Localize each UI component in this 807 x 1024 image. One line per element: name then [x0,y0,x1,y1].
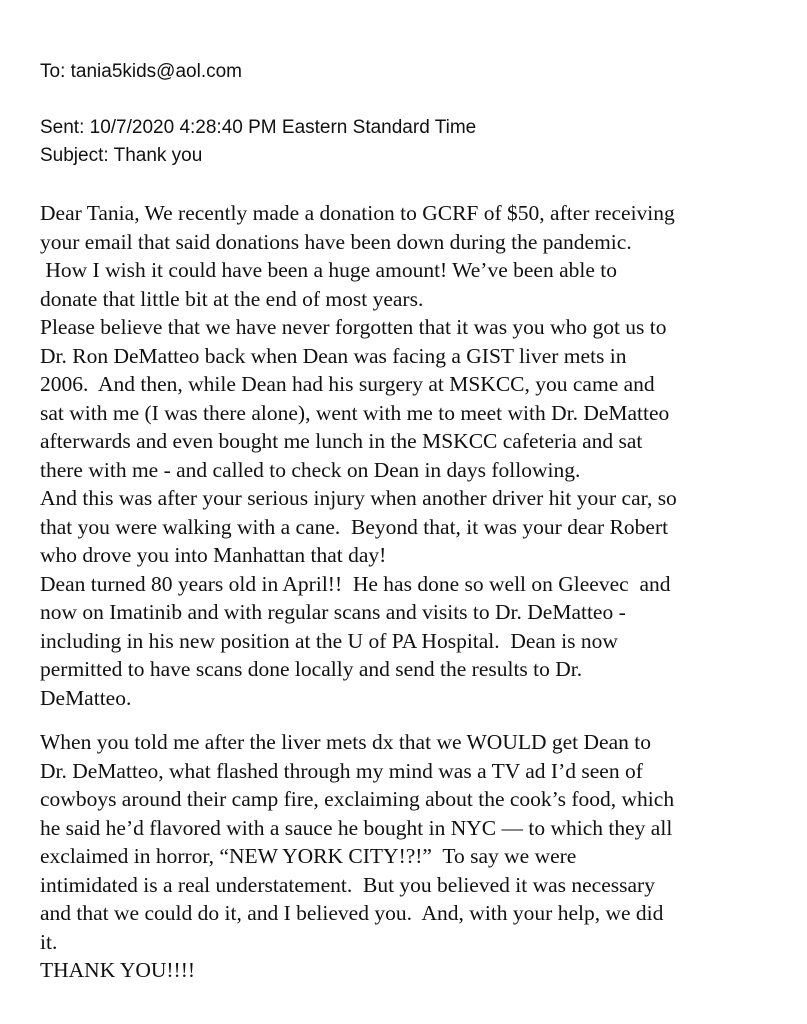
letter-paragraph-1 [40,199,800,712]
text-line: And this was after your serious injury when another driver hit your car, so [40,486,677,510]
text-line: there with me - and called to check on Dean in days following. [40,457,581,482]
letter-body [40,199,800,985]
text-line: Dr. Ron DeMatteo back when Dean was facing a GIST liver mets in [40,343,627,368]
text-line: How I wish it could have been a huge amount! We’ve been able to [40,258,617,282]
text-line: afterwards and even bought me lunch in the MSKCC cafeteria and sat [40,429,643,453]
text-line: he said he’d flavored with a sauce he bought in NYC — to which they all [40,815,673,840]
text-line: DeMatteo. [40,685,132,710]
text-line: and that we could do it, and I believed you. And, with your help, we did [40,901,664,925]
text-line: intimidated is a real understatement. But you believed it was necessary [40,872,655,897]
email-header [40,58,476,170]
email-subject-line: Subject: Thank you [40,145,203,166]
text-line: donate that little bit at the end of most years. [40,286,424,311]
paragraph-spacer [40,712,800,728]
text-line: permitted to have scans done locally and send the results to Dr. [40,657,583,681]
header-spacer [40,86,476,114]
text-line: 2006. And then, while Dean had his surgery at MSKCC, you came and [40,372,655,396]
text-line: Dean turned 80 years old in April!! He has done so well on Gleevec and [40,571,671,596]
text-line: Dear Tania, We recently made a donation to GCRF of $50, after receiving [40,201,675,225]
text-line: sat with me (I was there alone), went with me to meet with Dr. DeMatteo [40,400,670,425]
text-line: it. [40,929,58,954]
text-line: who drove you into Manhattan that day! [40,543,387,567]
text-line: that you were walking with a cane. Beyond that, it was your dear Robert [40,514,669,539]
text-line: including in his new position at the U of PA Hospital. Dean is now [40,628,618,653]
letter-paragraph-2 [40,728,800,985]
text-line: When you told me after the liver mets dx that we WOULD get Dean to [40,730,651,754]
email-sent-line: Sent: 10/7/2020 4:28:40 PM Eastern Standard Time [40,117,477,138]
email-to-line: To: tania5kids@aol.com [40,61,242,82]
text-line: your email that said donations have been down during the pandemic. [40,229,632,254]
text-line: Dr. DeMatteo, what flashed through my mind was a TV ad I’d seen of [40,758,643,783]
closing-line: THANK YOU!!!! [40,958,196,982]
text-line: Please believe that we have never forgotten that it was you who got us to [40,315,667,339]
text-line: cowboys around their camp fire, exclaiming about the cook’s food, which [40,787,675,811]
text-line: exclaimed in horror, “NEW YORK CITY!?!” To say we were [40,844,577,868]
text-line: now on Imatinib and with regular scans and visits to Dr. DeMatteo - [40,600,626,624]
